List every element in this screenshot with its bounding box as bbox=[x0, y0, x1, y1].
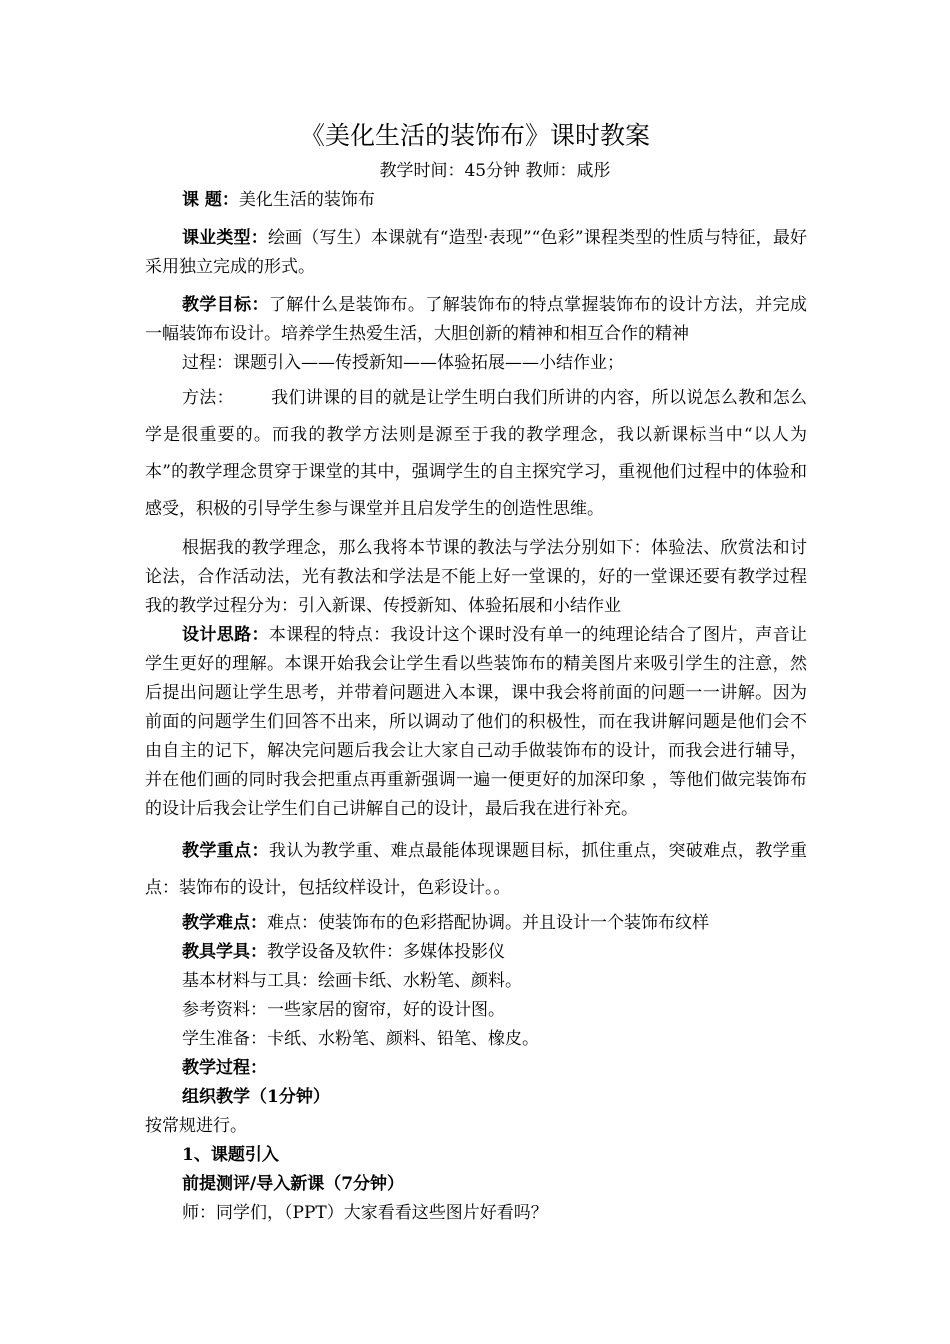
process-heading bbox=[145, 1054, 807, 1083]
method-text: 我们讲课的目的就是让学生明白我们所讲的内容，所以说怎么教和怎么学是很重要的。而我的教学方法则是源至于我的教学理念，我以新课标当中“以人为本”的教学理念贯穿于课堂的其中，强调学生的自主探究学习，重视他们过程中的体验和感受，积极的引导学生参与课堂并且启发学生的创造性思维。 bbox=[145, 388, 808, 519]
objectives-text: 了解什么是装饰布。了解装饰布的特点掌握装饰布的设计方法，并完成一幅装饰布设计。培养学生热爱生活，大胆创新的精神和相互合作的精神 bbox=[145, 295, 808, 344]
tools-text: 教学设备及软件：多媒体投影仪 bbox=[267, 942, 505, 962]
key-points-text: 我认为教学重、难点最能体现课题目标，抓住重点，突破难点，教学重点：装饰布的设计，包括纹样设计，色彩设计。。 bbox=[145, 841, 808, 898]
references-line: 参考资料：一些家居的窗帘，好的设计图。 bbox=[182, 1000, 505, 1020]
method-label: 方法： bbox=[182, 388, 234, 408]
organize-heading bbox=[145, 1083, 807, 1112]
document-body bbox=[145, 186, 807, 1228]
lesson-type-label: 课业类型： bbox=[182, 228, 268, 248]
design-text: 本课程的特点：我设计这个课时没有单一的纯理论结合了图片，声音让学生更好的理解。本课开始我会让学生看以些装饰布的精美图片来吸引学生的注意，然后提出问题让学生思考，并带着问题进入本课，课中我会将前面的问题一一讲解。因为前面的问题学生们回答不出来，所以调动了他们的积极性，而在我讲解问题是他们会不由自主的记下，解决完问题后我会让大家自己动手做装饰布的设计，而我会进行辅导，并在他们画的同时我会把重点再重新强调一遍一便更好的加深印象 ，等他们做完装饰布的设计后我会让学生们自己讲解自己的设计，最后我在进行补充。 bbox=[145, 625, 808, 819]
tools-line bbox=[145, 938, 807, 967]
method-paragraph bbox=[145, 380, 807, 528]
objectives-paragraph bbox=[145, 291, 807, 349]
tools-label: 教具学具： bbox=[182, 942, 267, 962]
organize-heading-text: 组织教学（1分钟） bbox=[182, 1087, 330, 1107]
section1-subheading-text: 前提测评/导入新课（7分钟） bbox=[182, 1174, 405, 1194]
section1-subheading bbox=[145, 1170, 807, 1199]
document-subtitle: 教学时间：45分钟 教师：咸彤 bbox=[379, 161, 611, 181]
topic-line bbox=[145, 186, 807, 215]
organize-text: 按常规进行。 bbox=[145, 1116, 247, 1136]
difficulties-line bbox=[145, 909, 807, 938]
objectives-label: 教学目标： bbox=[182, 295, 269, 315]
key-points-paragraph bbox=[145, 833, 807, 907]
method-detail-paragraph: 根据我的教学理念，那么我将本节课的教法与学法分别如下：体验法、欣赏法和讨论法，合作活动法，光有教法和学法是不能上好一堂课的，好的一堂课还要有教学过程我的教学过程分为：引入新课、传授新知、体验拓展和小结作业 bbox=[145, 538, 807, 616]
difficulties-label: 教学难点： bbox=[182, 913, 267, 933]
section1-line: 师：同学们，（PPT）大家看看这些图片好看吗？ bbox=[182, 1203, 548, 1223]
topic-text: 美化生活的装饰布 bbox=[238, 190, 375, 210]
process-heading-text: 教学过程： bbox=[182, 1058, 267, 1078]
lesson-type-paragraph bbox=[145, 224, 807, 282]
document-title: 《美化生活的装饰布》课时教案 bbox=[299, 121, 650, 150]
materials-line: 基本材料与工具：绘画卡纸、水粉笔、颜料。 bbox=[182, 971, 522, 991]
student-prep-line: 学生准备：卡纸、水粉笔、颜料、铅笔、橡皮。 bbox=[182, 1029, 539, 1049]
key-points-label: 教学重点： bbox=[182, 841, 269, 861]
design-label: 设计思路： bbox=[182, 625, 269, 645]
topic-label: 课 题： bbox=[182, 190, 239, 210]
section1-heading-text: 1、课题引入 bbox=[182, 1145, 279, 1165]
process-line: 过程：课题引入——传授新知——体验拓展——小结作业； bbox=[182, 353, 624, 373]
design-paragraph bbox=[145, 621, 807, 824]
difficulties-text: 难点：使装饰布的色彩搭配协调。并且设计一个装饰布纹样 bbox=[267, 913, 709, 933]
lesson-type-text: 绘画（写生）本课就有“造型·表现”“色彩”课程类型的性质与特征，最好采用独立完成的形式。 bbox=[145, 228, 808, 277]
section1-heading bbox=[145, 1141, 807, 1170]
